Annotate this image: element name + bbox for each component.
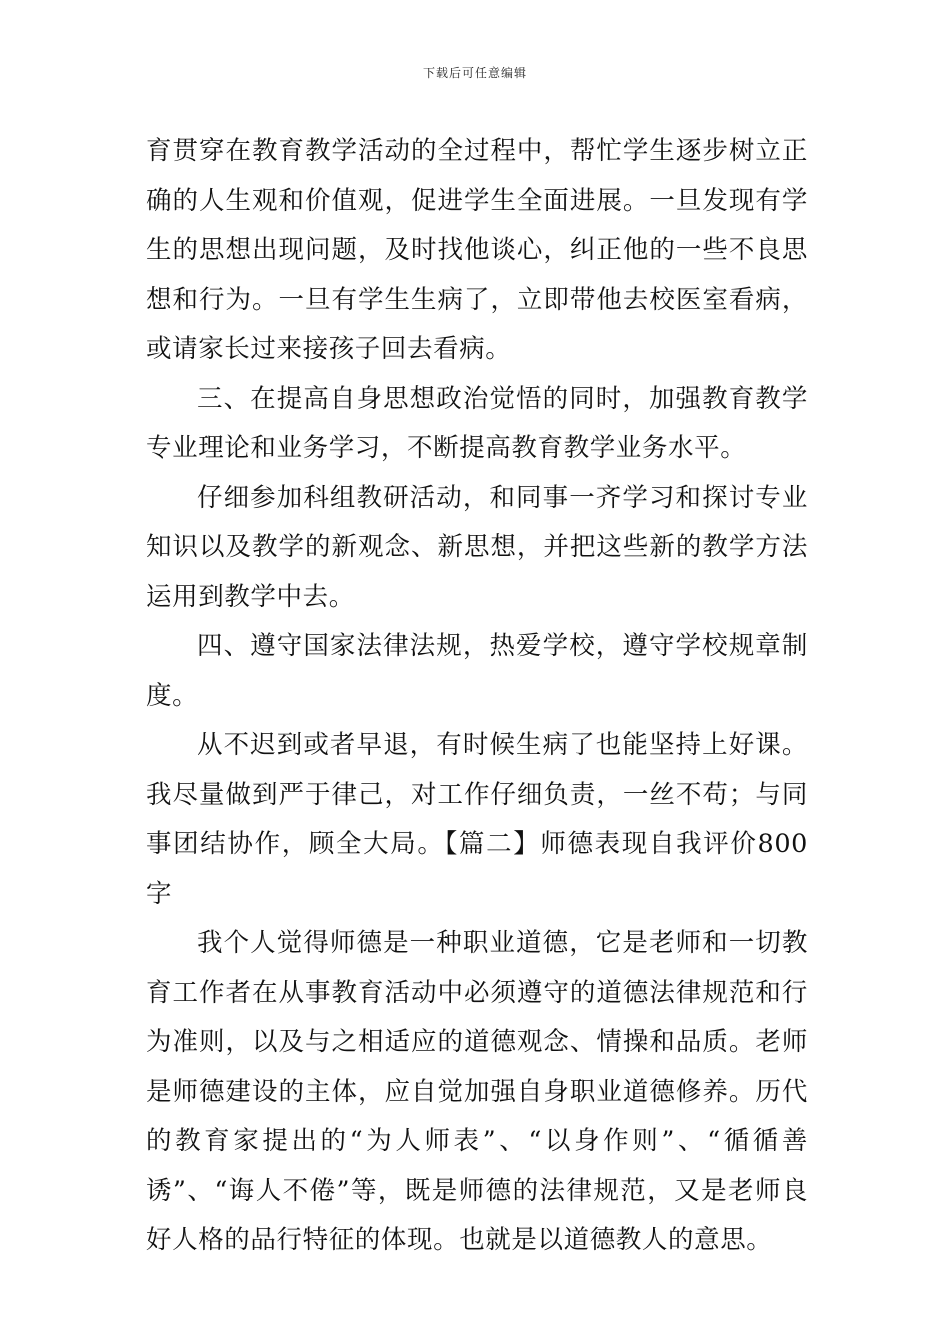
paragraph-1: 育贯穿在教育教学活动的全过程中，帮忙学生逐步树立正确的人生观和价值观，促进学生全面进展。一旦发现有学生的思想出现问题，及时找他谈心，纠正他的一些不良思想和行为。一旦有学生生病了，立即带他去校医室看病，或请家长过来接孩子回去看病。 — [146, 136, 808, 364]
paragraph-4: 四、遵守国家法律法规，热爱学校，遵守学校规章制度。 — [146, 631, 808, 711]
paragraph-5: 从不迟到或者早退，有时候生病了也能坚持上好课。我尽量做到严于律己，对工作仔细负责，一丝不苟；与同事团结协作，顾全大局。【篇二】师德表现自我评价800字 — [146, 730, 808, 909]
page-header: 下载后可任意编辑 — [422, 66, 527, 80]
paragraph-3: 仔细参加科组教研活动，和同事一齐学习和探讨专业知识以及教学的新观念、新思想，并把这些新的教学方法运用到教学中去。 — [146, 482, 808, 612]
paragraph-2: 三、在提高自身思想政治觉悟的同时，加强教育教学专业理论和业务学习，不断提高教育教学业务水平。 — [146, 383, 808, 463]
paragraph-6: 我个人觉得师德是一种职业道德，它是老师和一切教育工作者在从事教育活动中必须遵守的道德法律规范和行为准则，以及与之相适应的道德观念、情操和品质。老师是师德建设的主体，应自觉加强自身职业道德修养。历代的教育家提出的“为人师表”、“以身作则”、“循循善诱”、“诲人不倦”等，既是师德的法律规范，又是老师良好人格的品行特征的体现。也就是以道德教人的意思。 — [146, 928, 808, 1255]
document-body — [146, 127, 808, 1266]
